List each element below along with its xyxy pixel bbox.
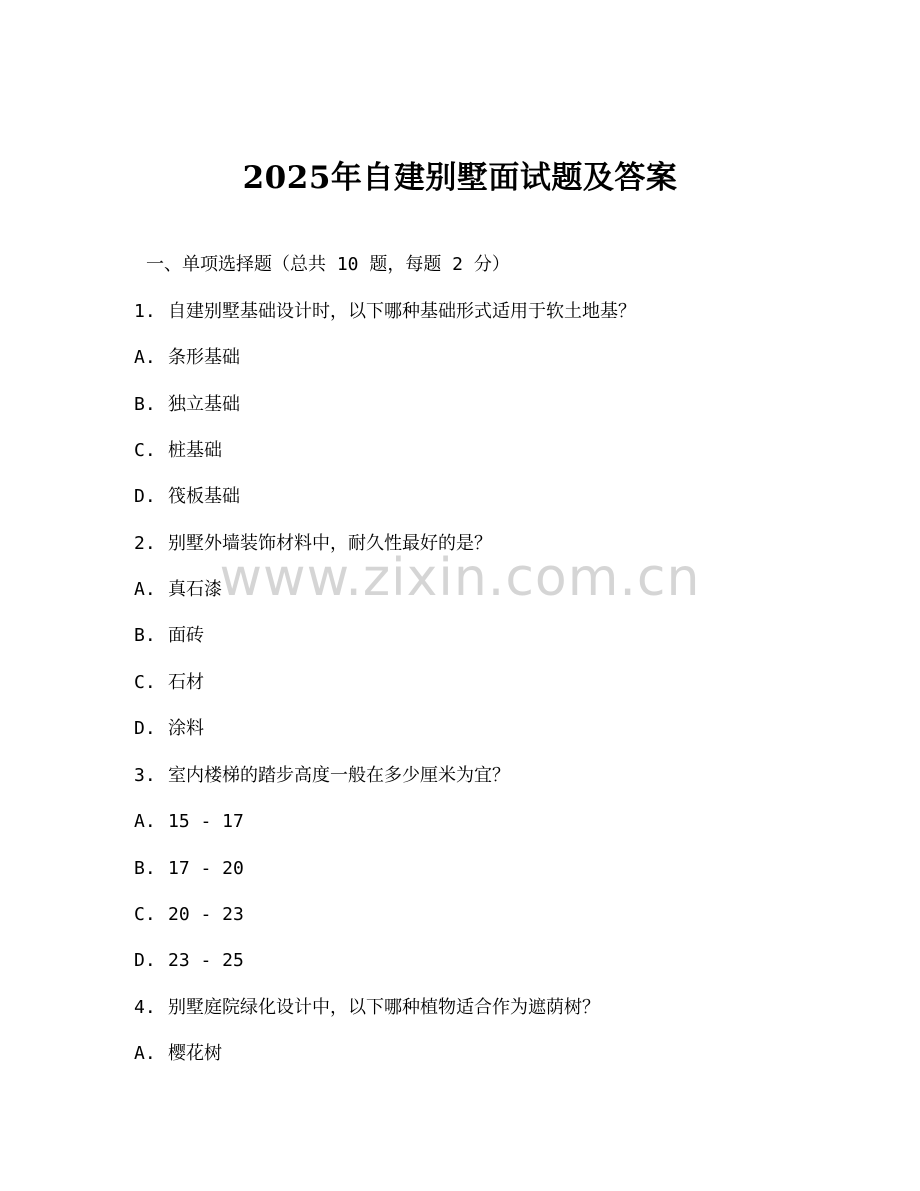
- option-letter: A.: [134, 579, 156, 600]
- option-letter: D.: [134, 950, 156, 971]
- option-text: 桩基础: [168, 440, 222, 461]
- option-letter: A.: [134, 811, 156, 832]
- option-letter: D.: [134, 486, 156, 507]
- option-letter: D.: [134, 718, 156, 739]
- option-text: 樱花树: [168, 1043, 222, 1064]
- option-letter: B.: [134, 858, 156, 879]
- question-number: 2.: [134, 533, 156, 554]
- document-title: 2025年自建别墅面试题及答案: [242, 160, 678, 196]
- option-letter: A.: [134, 1043, 156, 1064]
- option-text: 面砖: [168, 625, 204, 646]
- option-letter: C.: [134, 904, 156, 925]
- option-letter: C.: [134, 672, 156, 693]
- watermark: www.zixin.com.cn: [219, 548, 701, 608]
- question-text: 自建别墅基础设计时，以下哪种基础形式适用于软土地基？: [168, 301, 636, 322]
- question-text: 室内楼梯的踏步高度一般在多少厘米为宜？: [168, 765, 510, 786]
- option-text: 23 - 25: [168, 950, 244, 971]
- option-letter: A.: [134, 347, 156, 368]
- question-number: 1.: [134, 301, 156, 322]
- option-text: 筏板基础: [168, 486, 240, 507]
- option-text: 条形基础: [168, 347, 240, 368]
- option-text: 15 - 17: [168, 811, 244, 832]
- option-letter: B.: [134, 625, 156, 646]
- question-text: 别墅庭院绿化设计中，以下哪种植物适合作为遮荫树？: [168, 997, 600, 1018]
- option-letter: C.: [134, 440, 156, 461]
- option-text: 独立基础: [168, 394, 240, 415]
- question-number: 3.: [134, 765, 156, 786]
- question-number: 4.: [134, 997, 156, 1018]
- option-text: 真石漆: [168, 579, 222, 600]
- option-text: 17 - 20: [168, 858, 244, 879]
- question-text: 别墅外墙装饰材料中，耐久性最好的是？: [168, 533, 492, 554]
- option-text: 涂料: [168, 718, 204, 739]
- section-heading: 一、单项选择题（总共 10 题，每题 2 分）: [146, 254, 510, 275]
- option-text: 20 - 23: [168, 904, 244, 925]
- option-letter: B.: [134, 394, 156, 415]
- option-text: 石材: [168, 672, 204, 693]
